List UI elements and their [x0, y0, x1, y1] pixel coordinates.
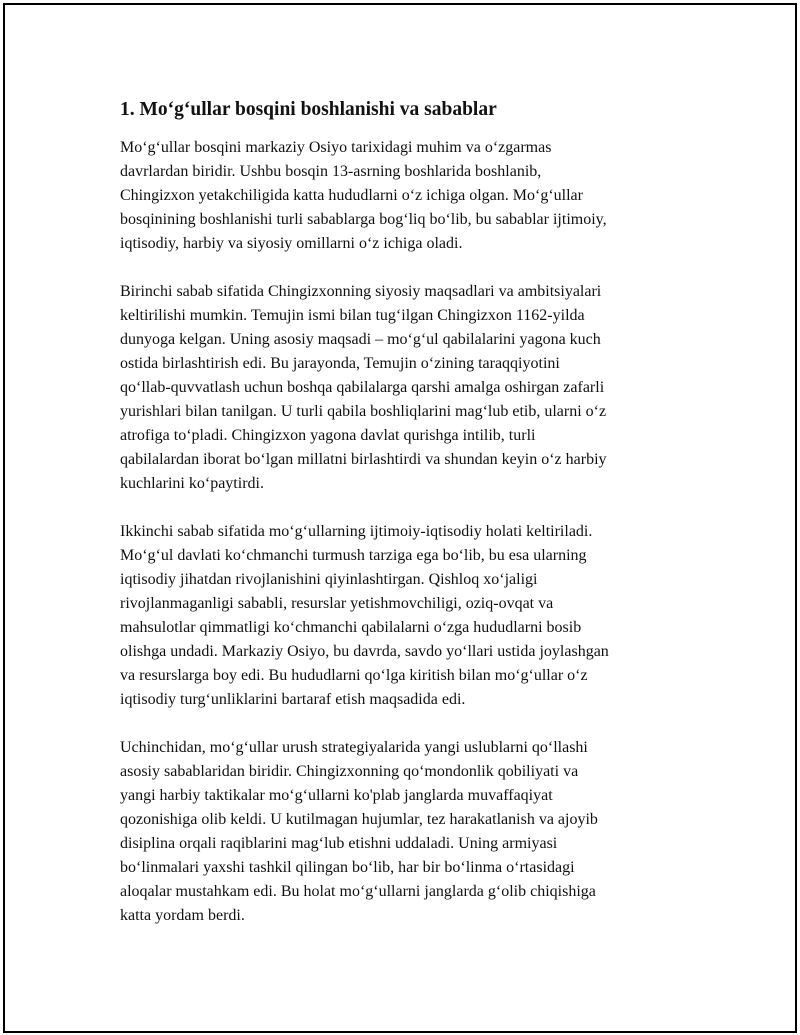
text-line: iqtisodiy turg‘unliklarini bartaraf etish maqsadida edi.	[120, 691, 466, 708]
text-line: davrlardan biridir. Ushbu bosqin 13-asrning boshlarida boshlanib,	[120, 163, 542, 180]
text-line: asosiy sabablaridan biridir. Chingizxonning qo‘mondonlik qobiliyati va	[120, 763, 579, 780]
text-line: dunyoga kelgan. Uning asosiy maqsadi – mo‘g‘ul qabilalarini yagona kuch	[120, 331, 601, 348]
text-line: bo‘linmalari yaxshi tashkil qilingan bo‘lib, har bir bo‘linma o‘rtasidagi	[120, 859, 575, 876]
text-line: atrofiga to‘pladi. Chingizxon yagona davlat qurishga intilib, turli	[120, 427, 536, 444]
text-line: Birinchi sabab sifatida Chingizxonning siyosiy maqsadlari va ambitsiyalari	[120, 283, 602, 300]
text-line: disiplina orqali raqiblarini mag‘lub etishni uddaladi. Uning armiyasi	[120, 835, 558, 852]
paragraph-4	[120, 736, 710, 928]
paragraph-2	[120, 280, 710, 496]
text-line: katta yordam berdi.	[120, 907, 245, 924]
paragraph-1	[120, 136, 710, 256]
text-line: olishga undadi. Markaziy Osiyo, bu davrda, savdo yo‘llari ustida joylashgan	[120, 643, 609, 660]
paragraph-3	[120, 520, 710, 712]
text-line: bosqinining boshlanishi turli sabablarga bog‘liq bo‘lib, bu sabablar ijtimoiy,	[120, 211, 607, 228]
paragraphs-container	[120, 136, 710, 928]
text-line: yurishlari bilan tanilgan. U turli qabila boshliqlarini mag‘lub etib, ularni o‘z	[120, 403, 607, 420]
text-line: Uchinchidan, mo‘g‘ullar urush strategiyalarida yangi uslublarni qo‘llashi	[120, 739, 588, 756]
text-line: qabilalardan iborat bo‘lgan millatni birlashtirdi va shundan keyin o‘z harbiy	[120, 451, 607, 468]
text-line: aloqalar mustahkam edi. Bu holat mo‘g‘ullarni janglarda g‘olib chiqishiga	[120, 883, 596, 900]
text-line: rivojlanmaganligi sababli, resurslar yetishmovchiligi, oziq-ovqat va	[120, 595, 554, 612]
text-line: Ikkinchi sabab sifatida mo‘g‘ullarning ijtimoiy-iqtisodiy holati keltiriladi.	[120, 523, 593, 540]
text-line: va resurslarga boy edi. Bu hududlarni qo‘lga kiritish bilan mo‘g‘ullar o‘z	[120, 667, 588, 684]
text-line: keltirilishi mumkin. Temujin ismi bilan tug‘ilgan Chingizxon 1162-yilda	[120, 307, 585, 324]
text-line: Chingizxon yetakchiligida katta hududlarni o‘z ichiga olgan. Mo‘g‘ullar	[120, 187, 583, 204]
text-line: Mo‘g‘ul davlati ko‘chmanchi turmush tarziga ega bo‘lib, bu esa ularning	[120, 547, 587, 564]
document-body	[120, 97, 710, 952]
text-line: iqtisodiy, harbiy va siyosiy omillarni o‘z ichiga oladi.	[120, 235, 463, 252]
page-frame	[3, 3, 797, 1033]
text-line: Mo‘g‘ullar bosqini markaziy Osiyo tarixidagi muhim va o‘zgarmas	[120, 139, 552, 156]
text-line: qozonishiga olib keldi. U kutilmagan hujumlar, tez harakatlanish va ajoyib	[120, 811, 598, 828]
section-title: 1. Mo‘g‘ullar bosqini boshlanishi va sabablar	[120, 99, 497, 120]
text-line: iqtisodiy jihatdan rivojlanishini qiyinlashtirgan. Qishloq xo‘jaligi	[120, 571, 538, 588]
text-line: ostida birlashtirish edi. Bu jarayonda, Temujin o‘zining taraqqiyotini	[120, 355, 560, 372]
text-line: qo‘llab-quvvatlash uchun boshqa qabilalarga qarshi amalga oshirgan zafarli	[120, 379, 605, 396]
text-line: yangi harbiy taktikalar mo‘g‘ullarni ko'plab janglarda muvaffaqiyat	[120, 787, 553, 804]
text-line: kuchlarini ko‘paytirdi.	[120, 475, 264, 492]
text-line: mahsulotlar qimmatligi ko‘chmanchi qabilalarni o‘zga hududlarni bosib	[120, 619, 582, 636]
